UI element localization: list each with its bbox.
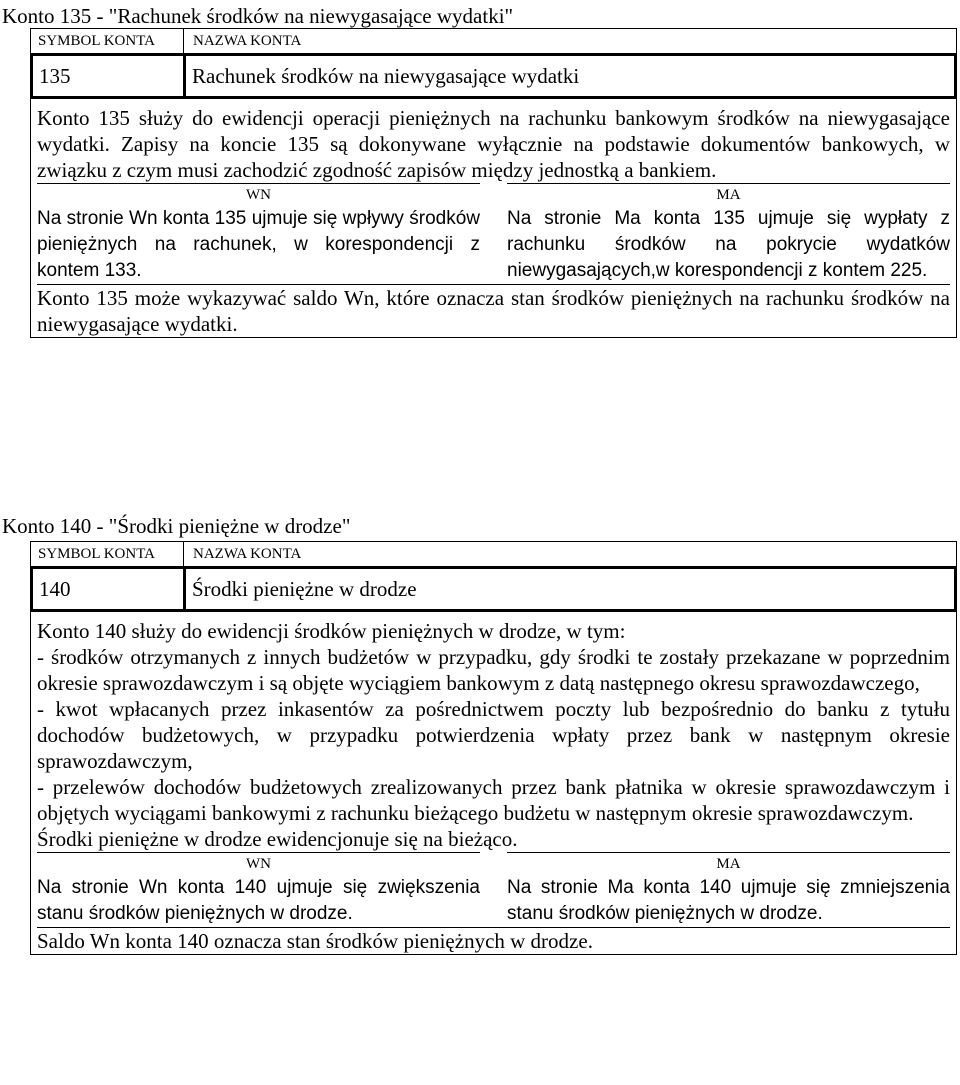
wn-text: Na stronie Wn konta 135 ujmuje się wpływy środków pieniężnych na rachunek, w korespondencji z kontem 133. <box>37 208 480 281</box>
symbol-header: SYMBOL KONTA <box>38 546 155 562</box>
ma-text: Na stronie Ma konta 135 ujmuje się wypłaty z rachunku środków na pokrycie wydatków niewygasających,w korespondencji z kontem 225. <box>507 208 950 281</box>
account-description: Konto 135 służy do ewidencji operacji pieniężnych na rachunku bankowym środków na niewygasające wydatki. Zapisy na koncie 135 są dokonywane wyłącznie na podstawie dokumentów bankowych, w związku z czym musi zachodzić zgodność zapisów między jednostką a bankiem. <box>37 106 950 182</box>
account-name: Rachunek środków na niewygasające wydatki <box>192 64 580 88</box>
wn-label: WN <box>37 183 480 206</box>
wn-text: Na stronie Wn konta 140 ujmuje się zwiększenia stanu środków pieniężnych w drodze. <box>37 877 480 924</box>
wn-label: WN <box>37 852 480 875</box>
wn-ma-columns <box>37 183 950 284</box>
list-item: - kwot wpłacanych przez inkasentów za pośrednictwem poczty lub bezpośrednio do banku z tytułu dochodów budżetowych, w przypadku potwierdzenia wpłaty przez bank w następnym okresie sprawozdawczym, <box>37 697 950 773</box>
closing-text: Środki pieniężne w drodze ewidencjonuje się na bieżąco. <box>37 827 518 851</box>
header-divider <box>183 542 184 566</box>
wn-ma-columns <box>37 852 950 927</box>
list-item: - środków otrzymanych z innych budżetów w przypadku, gdy środki te zostały przekazane w poprzednim okresie sprawozdawczym i są objęte wyciągiem bankowym z datą następnego okresu sprawozdawczego, <box>37 645 950 695</box>
wn-column <box>37 852 480 927</box>
saldo-text: Saldo Wn konta 140 oznacza stan środków pieniężnych w drodze. <box>37 927 950 954</box>
account-140-card <box>30 541 957 955</box>
account-code: 140 <box>39 577 71 601</box>
list-item: - przelewów dochodów budżetowych zrealizowanych przez bank płatnika w okresie sprawozdawczym i objętych wyciągami bankowymi z rachunku bieżącego budżetu w następnym okresie sprawozdawczym. <box>37 775 950 825</box>
ma-label: MA <box>507 183 950 206</box>
ma-label: MA <box>507 852 950 875</box>
account-code: 135 <box>39 64 71 88</box>
name-header: NAZWA KONTA <box>193 33 302 49</box>
account-header-row <box>30 28 957 53</box>
code-divider <box>183 569 186 609</box>
account-code-row <box>30 53 957 99</box>
section1-title: Konto 135 - "Rachunek środków na niewygasające wydatki" <box>2 4 514 28</box>
name-header: NAZWA KONTA <box>193 546 302 562</box>
account-intro: Konto 140 służy do ewidencji środków pieniężnych w drodze, w tym: <box>37 619 626 643</box>
header-divider <box>183 29 184 53</box>
account-body <box>30 99 957 338</box>
ma-column <box>507 852 950 927</box>
account-body <box>30 612 957 955</box>
saldo-text: Konto 135 może wykazywać saldo Wn, które oznacza stan środków pieniężnych na rachunku środków na niewygasające wydatki. <box>37 286 950 336</box>
ma-text: Na stronie Ma konta 140 ujmuje się zmniejszenia stanu środków pieniężnych w drodze. <box>507 877 950 924</box>
account-code-row <box>30 566 957 612</box>
symbol-header: SYMBOL KONTA <box>38 33 155 49</box>
account-135-card <box>30 28 957 338</box>
account-name: Środki pieniężne w drodze <box>192 577 417 601</box>
account-header-row <box>30 541 957 566</box>
ma-column <box>507 183 950 284</box>
section2-title: Konto 140 - "Środki pieniężne w drodze" <box>2 514 351 538</box>
code-divider <box>183 56 186 96</box>
wn-column <box>37 183 480 284</box>
